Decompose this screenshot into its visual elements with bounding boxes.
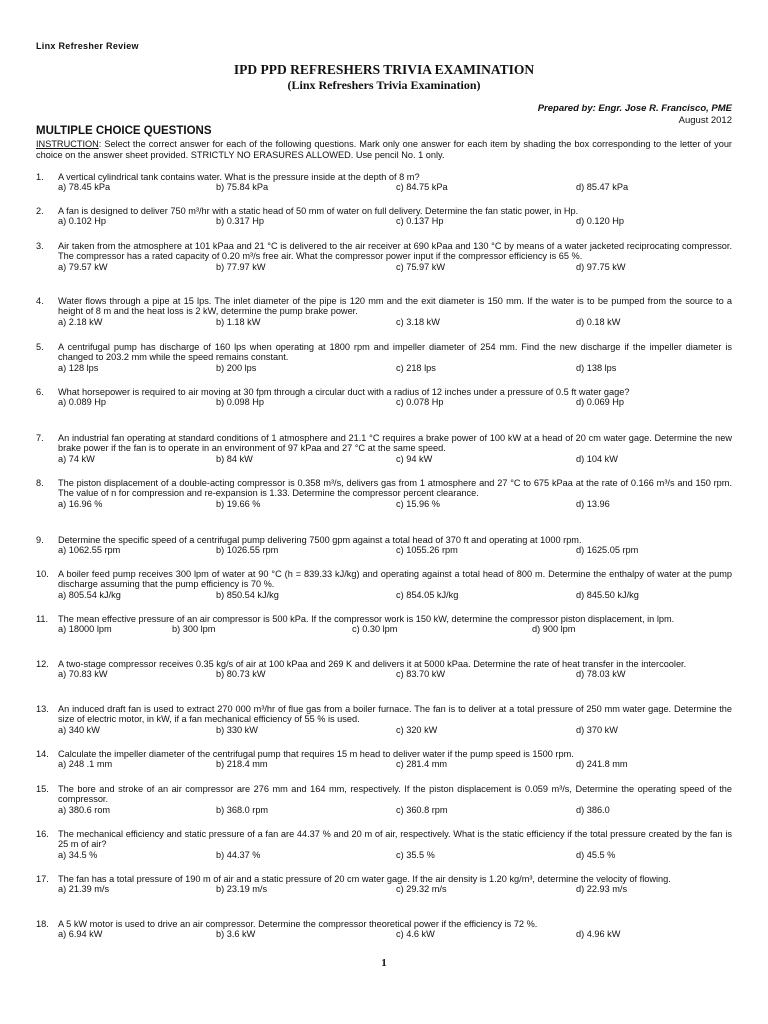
choice-row — [58, 216, 732, 227]
choice-row — [58, 884, 732, 895]
question-item — [36, 569, 732, 601]
choice-row — [58, 317, 732, 328]
answer-choice: c) 320 kW — [396, 724, 438, 735]
answer-choice: b) 200 lps — [216, 362, 257, 373]
question-text: A two-stage compressor receives 0.35 kg/s of air at 100 kPaa and 269 K and delivers it at 5000 kPaa. Determine the rate of heat transfer in the intercooler. — [58, 659, 687, 669]
answer-choice: d) 386.0 — [576, 804, 610, 815]
question-number: 8. — [36, 478, 44, 488]
answer-choice: c) 4.6 kW — [396, 929, 435, 940]
question-text: A centrifugal pump has discharge of 160 lps when operating at 1800 rpm and impeller diameter of 254 mm. Find the new discharge if the impeller diameter is changed to 203.2 mm while the speed remains constant. — [58, 342, 732, 363]
question-item — [36, 433, 732, 465]
answer-choice: d) 1625.05 rpm — [576, 545, 639, 556]
answer-choice: c) 3.18 kW — [396, 316, 440, 327]
choice-row — [58, 545, 732, 556]
answer-choice: a) 0.102 Hp — [58, 216, 107, 227]
question-item — [36, 704, 732, 736]
question-number: 11. — [36, 614, 49, 624]
question-item — [36, 535, 732, 556]
question-item — [36, 874, 732, 895]
answer-choice: a) 6.94 kW — [58, 929, 103, 940]
answer-choice: c) 1055.26 rpm — [396, 545, 458, 556]
answer-choice: d) 85.47 kPa — [576, 182, 629, 193]
choice-row — [58, 590, 732, 601]
exam-subtitle: (Linx Refreshers Trivia Examination) — [287, 78, 481, 92]
answer-choice: d) 22.93 m/s — [576, 884, 628, 895]
question-text: The piston displacement of a double-acting compressor is 0.358 m³/s, delivers gas from 1 atmosphere and 27 °C to 675 kPaa at the rate of 0.166 m³/s and 150 rpm. The value of n for compression and re-expansion is 1.33. Determine the compressor percent clearance. — [58, 478, 732, 499]
answer-choice: c) 35.5 % — [396, 849, 435, 860]
answer-choice: b) 1026.55 rpm — [216, 545, 279, 556]
answer-choice: d) 13.96 — [576, 498, 610, 509]
instruction-paragraph — [36, 139, 732, 161]
answer-choice: b) 368.0 rpm — [216, 804, 269, 815]
answer-choice: d) 0.18 kW — [576, 316, 621, 327]
question-item — [36, 614, 732, 635]
question-item — [36, 172, 732, 193]
answer-choice: d) 241.8 mm — [576, 759, 628, 770]
question-number: 16. — [36, 829, 49, 839]
answer-choice: c) 29.32 m/s — [396, 884, 447, 895]
answer-choice: a) 380.6 rom — [58, 804, 111, 815]
choice-row — [58, 669, 732, 680]
answer-choice: b) 84 kW — [216, 453, 253, 464]
exam-title: IPD PPD REFRESHERS TRIVIA EXAMINATION — [233, 62, 535, 77]
question-text: What horsepower is required to air moving at 30 fpm through a circular duct with a radius of 12 inches under a pressure of 0.5 ft water gage? — [58, 387, 630, 397]
answer-choice: b) 80.73 kW — [216, 669, 266, 680]
choice-row — [58, 805, 732, 816]
choice-row — [58, 624, 732, 635]
choice-row — [58, 929, 732, 940]
question-number: 5. — [36, 342, 44, 352]
question-text: An induced draft fan is used to extract 270 000 m³/hr of flue gas from a boiler furnace. The fan is to deliver at a total pressure of 250 mm water gage. Determine the size of electric motor, in kW, if a fan mechanical efficiency of 55 % is used. — [58, 704, 732, 725]
answer-choice: b) 3.6 kW — [216, 929, 256, 940]
answer-choice: a) 79.57 kW — [58, 261, 108, 272]
exam-date: August 2012 — [678, 115, 732, 126]
answer-choice: b) 19.66 % — [216, 498, 261, 509]
question-item — [36, 296, 732, 328]
question-number: 12. — [36, 659, 49, 669]
answer-choice: d) 0.069 Hp — [576, 397, 625, 408]
answer-choice: d) 97.75 kW — [576, 261, 626, 272]
answer-choice: a) 2.18 kW — [58, 316, 103, 327]
answer-choice: c) 854.05 kJ/kg — [396, 589, 459, 600]
instruction-text: : Select the correct answer for each of the following questions. Mark only one answer for each item by shading the box corresponding to the letter of your choice on the answer sheet provided. STRICTLY NO ERASURES ALLOWED. Use pencil No. 1 only. — [36, 139, 732, 160]
answer-choice: c) 0.078 Hp — [396, 397, 444, 408]
instruction-lead: INSTRUCTION — [36, 139, 99, 149]
question-text: The bore and stroke of an air compressor are 276 mm and 164 mm, respectively. If the piston displacement is 0.059 m³/s, Determine the operating speed of the compressor. — [58, 784, 732, 805]
question-text: Air taken from the atmosphere at 101 kPaa and 21 °C is delivered to the air receiver at 690 kPaa and 130 °C by means of a water jacketed reciprocating compressor. The compressor has a rated capacity of 0.20 m³/s free air. What the compressor power input if the compressor efficiency is 65 %. — [58, 241, 732, 262]
answer-choice: d) 0.120 Hp — [576, 216, 625, 227]
answer-choice: a) 78.45 kPa — [58, 182, 111, 193]
answer-choice: c) 15.96 % — [396, 498, 440, 509]
answer-choice: a) 0.089 Hp — [58, 397, 107, 408]
choice-row — [58, 725, 732, 736]
question-number: 4. — [36, 296, 44, 306]
answer-choice: a) 16.96 % — [58, 498, 103, 509]
answer-choice: d) 4.96 kW — [576, 929, 621, 940]
question-number: 10. — [36, 569, 49, 579]
question-number: 15. — [36, 784, 49, 794]
question-text: The mechanical efficiency and static pressure of a fan are 44.37 % and 20 m of air, respectively. What is the static efficiency if the total pressure created by the fan is 25 m of air? — [58, 829, 732, 850]
answer-choice: c) 281.4 mm — [396, 759, 448, 770]
answer-choice: a) 1062.55 rpm — [58, 545, 121, 556]
question-text: The mean effective pressure of an air compressor is 500 kPa. If the compressor work is 150 kW, determine the compressor piston displacement, in lpm. — [58, 614, 675, 624]
answer-choice: c) 0.137 Hp — [396, 216, 444, 227]
choice-row — [58, 499, 732, 510]
answer-choice: b) 330 kW — [216, 724, 258, 735]
answer-choice: b) 0.098 Hp — [216, 397, 265, 408]
choice-row — [58, 759, 732, 770]
answer-choice: d) 845.50 kJ/kg — [576, 589, 639, 600]
question-item — [36, 478, 732, 510]
answer-choice: b) 1.18 kW — [216, 316, 261, 327]
answer-choice: b) 23.19 m/s — [216, 884, 268, 895]
question-number: 14. — [36, 749, 49, 759]
answer-choice: b) 75.84 kPa — [216, 182, 269, 193]
question-number: 9. — [36, 535, 44, 545]
answer-choice: a) 21.39 m/s — [58, 884, 110, 895]
question-number: 2. — [36, 206, 44, 216]
question-text: A 5 kW motor is used to drive an air compressor. Determine the compressor theoretical power if the efficiency is 72 %. — [58, 919, 538, 929]
question-text: Calculate the impeller diameter of the centrifugal pump that requires 15 m head to deliver water if the pump speed is 1500 rpm. — [58, 749, 574, 759]
answer-choice: c) 84.75 kPa — [396, 182, 448, 193]
answer-choice: a) 340 kW — [58, 724, 100, 735]
section-title: MULTIPLE CHOICE QUESTIONS — [36, 125, 212, 137]
answer-choice: b) 850.54 kJ/kg — [216, 589, 279, 600]
prepared-by: Prepared by: Engr. Jose R. Francisco, PME — [537, 103, 732, 114]
question-number: 3. — [36, 241, 44, 251]
question-item — [36, 784, 732, 816]
answer-choice: a) 18000 lpm — [58, 624, 112, 635]
answer-choice: d) 138 lps — [576, 362, 617, 373]
answer-choice: d) 45.5 % — [576, 849, 616, 860]
answer-choice: b) 218.4 mm — [216, 759, 268, 770]
answer-choice: d) 78.03 kW — [576, 669, 626, 680]
question-text: Water flows through a pipe at 15 lps. The inlet diameter of the pipe is 120 mm and the exit diameter is 150 mm. If the water is to be pumped from the source to a height of 8 m and the heat loss is 2 kW, determine the pump brake power. — [58, 296, 732, 317]
answer-choice: d) 900 lpm — [532, 624, 576, 635]
question-text: Determine the specific speed of a centrifugal pump delivering 7500 gpm against a total head of 370 ft and operating at 1000 rpm. — [58, 535, 582, 545]
question-item — [36, 241, 732, 273]
question-number: 13. — [36, 704, 49, 714]
answer-choice: a) 34.5 % — [58, 849, 98, 860]
question-text: The fan has a total pressure of 190 m of air and a static pressure of 20 cm water gage. If the air density is 1.20 kg/m³, determine the velocity of flowing. — [58, 874, 671, 884]
question-number: 1. — [36, 172, 44, 182]
question-number: 17. — [36, 874, 49, 884]
choice-row — [58, 363, 732, 374]
answer-choice: a) 128 lps — [58, 362, 99, 373]
choice-row — [58, 454, 732, 465]
question-item — [36, 749, 732, 770]
answer-choice: a) 805.54 kJ/kg — [58, 589, 121, 600]
question-number: 6. — [36, 387, 44, 397]
choice-row — [58, 397, 732, 408]
answer-choice: d) 104 kW — [576, 453, 618, 464]
answer-choice: c) 83.70 kW — [396, 669, 446, 680]
answer-choice: d) 370 kW — [576, 724, 618, 735]
question-item — [36, 919, 732, 940]
question-item — [36, 387, 732, 408]
choice-row — [58, 182, 732, 193]
answer-choice: c) 0.30 lpm — [352, 624, 398, 635]
answer-choice: a) 70.83 kW — [58, 669, 108, 680]
answer-choice: b) 300 lpm — [172, 624, 216, 635]
running-head: Linx Refresher Review — [36, 41, 139, 51]
answer-choice: b) 44.37 % — [216, 849, 261, 860]
question-item — [36, 659, 732, 680]
question-text: A fan is designed to deliver 750 m³/hr with a static head of 50 mm of water on full delivery. Determine the fan static power, in Hp. — [58, 206, 579, 216]
question-number: 7. — [36, 433, 44, 443]
answer-choice: c) 218 lps — [396, 362, 436, 373]
question-item — [36, 829, 732, 861]
answer-choice: b) 0.317 Hp — [216, 216, 265, 227]
question-text: A vertical cylindrical tank contains water. What is the pressure inside at the depth of 8 m? — [58, 172, 420, 182]
question-item — [36, 342, 732, 374]
choice-row — [58, 262, 732, 273]
question-number: 18. — [36, 919, 49, 929]
answer-choice: a) 248 .1 mm — [58, 759, 113, 770]
question-text: A boiler feed pump receives 300 lpm of water at 90 °C (h = 839.33 kJ/kg) and operating against a total head of 800 m. Determine the enthalpy of water at the pump discharge assuming that the pump efficiency is 70 %. — [58, 569, 732, 590]
page-number: 1 — [381, 957, 387, 969]
answer-choice: c) 94 kW — [396, 453, 433, 464]
question-item — [36, 206, 732, 227]
question-text: An industrial fan operating at standard conditions of 1 atmosphere and 21.1 °C requires a brake power of 100 kW at a head of 20 cm water gage. Determine the new brake power if the fan is to operate in an environment of 97 kPaa and 27 °C at the same speed. — [58, 433, 732, 454]
answer-choice: c) 75.97 kW — [396, 261, 446, 272]
answer-choice: a) 74 kW — [58, 453, 95, 464]
answer-choice: b) 77.97 kW — [216, 261, 266, 272]
answer-choice: c) 360.8 rpm — [396, 804, 448, 815]
choice-row — [58, 850, 732, 861]
